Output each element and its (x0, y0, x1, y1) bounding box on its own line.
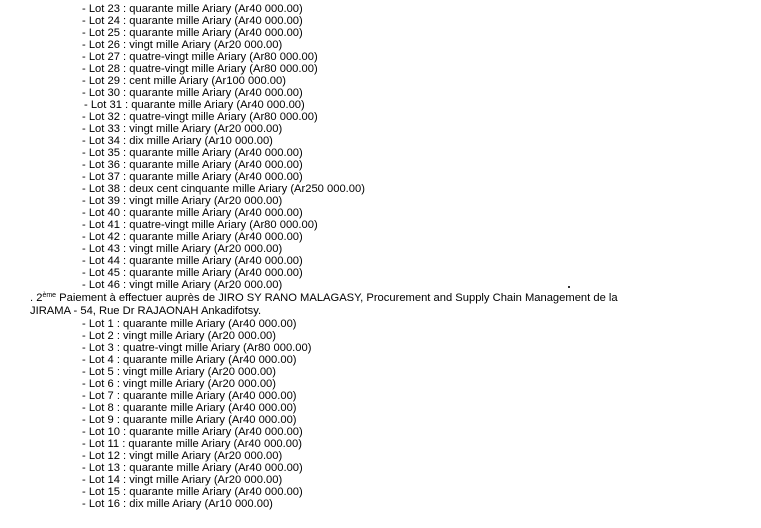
lot-line: - Lot 9 : quarante mille Ariary (Ar40 000.00) (82, 414, 297, 426)
lot-line: - Lot 41 : quatre-vingt mille Ariary (Ar80 000.00) (82, 219, 318, 231)
lot-line: - Lot 12 : vingt mille Ariary (Ar20 000.00) (82, 450, 283, 462)
payment-note-superscript: ème (42, 292, 57, 299)
lot-line: - Lot 38 : deux cent cinquante mille Ariary (Ar250 000.00) (82, 183, 365, 195)
lot-line: - Lot 15 : quarante mille Ariary (Ar40 000.00) (82, 486, 303, 498)
lot-line: - Lot 42 : quarante mille Ariary (Ar40 000.00) (82, 231, 303, 243)
lot-line: - Lot 26 : vingt mille Ariary (Ar20 000.00) (82, 39, 283, 51)
lot-line: - Lot 27 : quatre-vingt mille Ariary (Ar80 000.00) (82, 51, 318, 63)
lot-line: - Lot 16 : dix mille Ariary (Ar10 000.00) (82, 498, 273, 510)
lot-line: - Lot 29 : cent mille Ariary (Ar100 000.00) (82, 75, 286, 87)
lot-line: - Lot 23 : quarante mille Ariary (Ar40 000.00) (82, 3, 303, 15)
payment-note (30, 292, 618, 304)
lot-line: - Lot 24 : quarante mille Ariary (Ar40 000.00) (82, 15, 303, 27)
lot-line: - Lot 10 : quarante mille Ariary (Ar40 000.00) (82, 426, 303, 438)
lot-line: - Lot 6 : vingt mille Ariary (Ar20 000.00) (82, 378, 276, 390)
lot-line: - Lot 33 : vingt mille Ariary (Ar20 000.00) (82, 123, 283, 135)
lot-line: - Lot 4 : quarante mille Ariary (Ar40 000.00) (82, 354, 297, 366)
lot-line: - Lot 37 : quarante mille Ariary (Ar40 000.00) (82, 171, 303, 183)
lot-line: - Lot 13 : quarante mille Ariary (Ar40 000.00) (82, 462, 303, 474)
lot-line: - Lot 44 : quarante mille Ariary (Ar40 000.00) (82, 255, 303, 267)
lot-line: - Lot 34 : dix mille Ariary (Ar10 000.00) (82, 135, 273, 147)
lot-line: - Lot 11 : quarante mille Ariary (Ar40 000.00) (82, 438, 302, 450)
lot-line: - Lot 3 : quatre-vingt mille Ariary (Ar80 000.00) (82, 342, 312, 354)
lot-line: - Lot 28 : quatre-vingt mille Ariary (Ar80 000.00) (82, 63, 318, 75)
lot-line: - Lot 5 : vingt mille Ariary (Ar20 000.00) (82, 366, 276, 378)
lot-line: - Lot 14 : vingt mille Ariary (Ar20 000.00) (82, 474, 283, 486)
payment-note-continuation: JIRAMA - 54, Rue Dr RAJAONAH Ankadifotsy. (30, 305, 262, 317)
lot-line: - Lot 2 : vingt mille Ariary (Ar20 000.00) (82, 330, 276, 342)
scan-speck (568, 286, 570, 288)
lot-line: - Lot 8 : quarante mille Ariary (Ar40 000.00) (82, 402, 297, 414)
lot-line: - Lot 40 : quarante mille Ariary (Ar40 000.00) (82, 207, 303, 219)
lot-line: - Lot 46 : vingt mille Ariary (Ar20 000.00) (82, 279, 283, 291)
payment-note-prefix: . 2 (30, 292, 43, 304)
lot-line: - Lot 35 : quarante mille Ariary (Ar40 000.00) (82, 147, 303, 159)
lot-line: - Lot 36 : quarante mille Ariary (Ar40 000.00) (82, 159, 303, 171)
lot-line: - Lot 39 : vingt mille Ariary (Ar20 000.00) (82, 195, 283, 207)
lot-line: - Lot 1 : quarante mille Ariary (Ar40 000.00) (82, 318, 297, 330)
lot-line: - Lot 31 : quarante mille Ariary (Ar40 000.00) (84, 99, 305, 111)
lot-line: - Lot 25 : quarante mille Ariary (Ar40 000.00) (82, 27, 303, 39)
lot-line: - Lot 45 : quarante mille Ariary (Ar40 000.00) (82, 267, 303, 279)
lot-line: - Lot 43 : vingt mille Ariary (Ar20 000.00) (82, 243, 283, 255)
lot-line: - Lot 32 : quatre-vingt mille Ariary (Ar80 000.00) (82, 111, 318, 123)
payment-note-text: Paiement à effectuer auprès de JIRO SY RANO MALAGASY, Procurement and Supply Chain Management de la (56, 292, 618, 304)
lot-line: - Lot 7 : quarante mille Ariary (Ar40 000.00) (82, 390, 297, 402)
lot-line: - Lot 30 : quarante mille Ariary (Ar40 000.00) (82, 87, 303, 99)
